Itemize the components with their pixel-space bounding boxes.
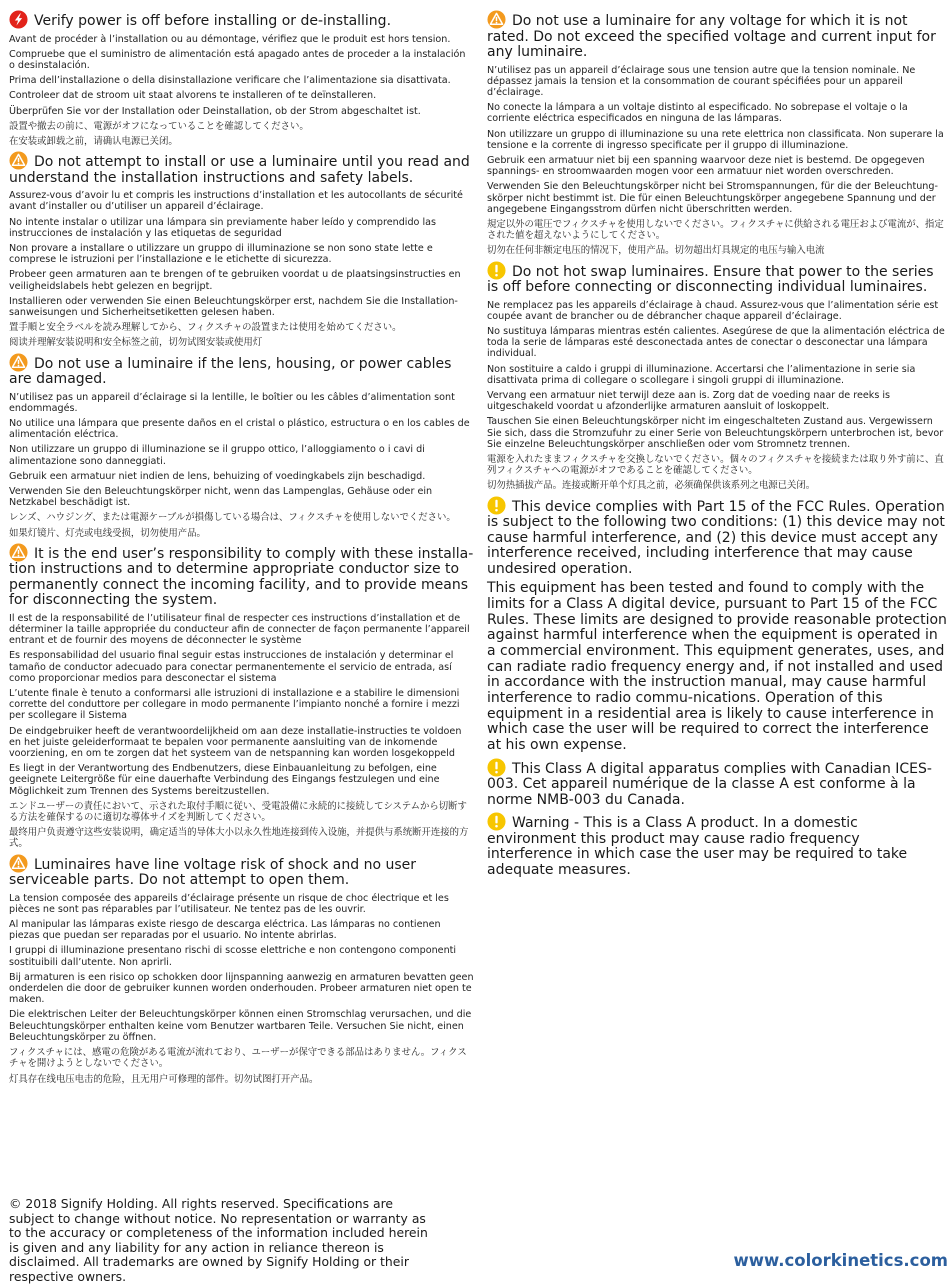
translation-paragraph: No conecte la lámpara a un voltaje distinto al especificado. No sobrepase el voltaje o la corriente eléctrica especificados en ninguna de las lámparas. bbox=[487, 102, 908, 125]
translation-paragraph: No sustituya lámparas mientras estén calientes. Asegúrese de que la alimentación eléctrica de toda la serie de lámparas esté desconectada antes de conectar o desconectar una lámpara individual. bbox=[487, 325, 945, 360]
notice-exclamation-icon bbox=[487, 496, 506, 515]
compliance-paragraph: This equipment has been tested and found to comply with the limits for a Class A digital device, pursuant to Part 15 of the FCC Rules. These limits are designed to provide reasonable protection against harmful interference when the equipment is operated in a commercial environment. This equipment generates, uses, and can radiate radio frequency energy and, if not installed and used in accordance with the instruction manual, may cause harmful interference to radio commu-nications. Operation of this equipment in a residential area is likely to cause interference in which case the user will be required to correct the interference at his own expense. bbox=[487, 580, 947, 754]
translation-paragraph: De eindgebruiker heeft de verantwoordelijkheid om aan deze installatie-instructies te voldoen en het juiste geleiderformaat te bepalen voor permanente aansluiting van de inkomende voorziening, en om te zorgen dat het systeem van de netspanning kan worden losgekoppeld bbox=[9, 725, 462, 760]
translation-paragraph: 阅读并理解安装说明和安全标签之前，切勿试图安装或使用灯 bbox=[9, 337, 263, 349]
heading-text: Warning - This is a Class A product. In a domestic environment this product may cause radio frequency interference in which case the user may be required to take adequate measures. bbox=[487, 815, 908, 878]
translation-paragraph: 規定以外の電圧でフィクスチャを使用しないでください。フィクスチャに供給される電圧および電流が、指定された値を超えないようにしてください。 bbox=[487, 218, 944, 242]
section-heading bbox=[487, 496, 947, 578]
translation-paragraph: Installieren oder verwenden Sie einen Beleuchtungskörper erst, nachdem Sie die Installation-sanweisungen und Sicherheitsetiketten gelesen haben. bbox=[9, 295, 458, 318]
translation-paragraph: Ne remplacez pas les appareils d’éclairage à chaud. Assurez-vous que l’alimentation série est coupée avant de brancher ou de débrancher chaque appareil d’éclairage. bbox=[487, 299, 939, 322]
translation-paragraph: 電源を入れたままフィクスチャを交換しないでください。個々のフィクスチャを接続または取り外す前に、直列フィクスチャへの電源がオフであることを確認してください。 bbox=[487, 453, 944, 477]
safety-section bbox=[487, 261, 947, 492]
power-danger-icon bbox=[9, 10, 28, 29]
website-link[interactable]: www.colorkinetics.com bbox=[733, 1251, 948, 1270]
translation-paragraph: Non sostituire a caldo i gruppi di illuminazione. Accertarsi che l’alimentazione in serie sia disattivata prima di collegare o scollegare i singoli gruppi di illuminazione. bbox=[487, 363, 916, 386]
section-heading bbox=[487, 812, 947, 878]
safety-section bbox=[487, 10, 947, 257]
translation-paragraph: 在安装或卸载之前，请确认电源已关闭。 bbox=[9, 135, 178, 147]
translation-paragraph: レンズ、ハウジング、または電源ケーブルが損傷している場合は、フィクスチャを使用しないでください。 bbox=[9, 512, 456, 524]
section-heading bbox=[9, 353, 474, 388]
translation-paragraph: Controleer dat de stroom uit staat alvorens te installeren of te deïnstalleren. bbox=[9, 90, 377, 102]
translation-paragraph: 置手順と安全ラベルを読み理解してから、フィクスチャの設置または使用を始めてください。 bbox=[9, 322, 402, 334]
safety-section bbox=[487, 496, 947, 754]
translation-paragraph: Assurez-vous d’avoir lu et compris les instructions d’installation et les autocollants de sécurité avant d’installer ou d’utiliser un appareil d’éclairage. bbox=[9, 190, 463, 213]
translation-paragraph: Compruebe que el suministro de alimentación está apagado antes de proceder a la instalación o desinstalación. bbox=[9, 48, 466, 71]
heading-text: This device complies with Part 15 of the FCC Rules. Operation is subject to the following two conditions: (1) this device may not cause harmful interference, and (2) this device must accept any interference received, including interference that may cause undesired operation. bbox=[487, 498, 945, 577]
translation-paragraph: エンドユーザーの責任において、示された取付手順に従い、受電設備に永続的に接続してシステムから切断する方法を確保するのに適切な導体サイズを判断してください。 bbox=[9, 800, 467, 824]
warning-triangle-icon bbox=[9, 854, 28, 873]
translation-paragraph: Tauschen Sie einen Beleuchtungskörper nicht im eingeschalteten Zustand aus. Vergewissern Sie sich, dass die Stromzufuhr zu einer Serie von Beleuchtungskörpern unterbrochen ist, bevor Sie einzelne Beleuchtungskörper anschließen oder vom Stromnetz trennen. bbox=[487, 416, 944, 450]
translation-paragraph: Es responsabilidad del usuario final seguir estas instrucciones de instalación y determinar el tamaño de conductor adecuado para conectar permanentemente el servicio de entrada, así como proporcionar medios para desconectar el sistema bbox=[9, 650, 454, 684]
translation-paragraph: Prima dell’installazione o della disinstallazione verificare che l’alimentazione sia disattivata. bbox=[9, 75, 451, 87]
warning-triangle-icon bbox=[487, 10, 506, 29]
notice-exclamation-icon bbox=[487, 812, 506, 831]
heading-text: Luminaires have line voltage risk of shock and no user serviceable parts. Do not attempt to open them. bbox=[9, 856, 417, 889]
section-heading bbox=[9, 151, 474, 186]
copyright-notice: © 2018 Signify Holding. All rights reserved. Specifications are subject to change without notice. No representation or warranty as to the accuracy or completeness of the information included herein is given and any liability for any action in reliance thereon is disclaimed. All trademarks are owned by Signify Holding or their respective owners. bbox=[9, 1196, 428, 1284]
safety-section bbox=[487, 758, 947, 809]
translation-paragraph: 如果灯镜片、灯壳或电线受损，切勿使用产品。 bbox=[9, 527, 206, 539]
notice-exclamation-icon bbox=[487, 758, 506, 777]
translation-paragraph: I gruppi di illuminazione presentano rischi di scosse elettriche e non contengono componenti sostituibili dall’utente. Non aprirli. bbox=[9, 945, 457, 968]
translation-paragraph: 設置や撤去の前に、電源がオフになっていることを確認してください。 bbox=[9, 120, 309, 132]
translation-paragraph: Bij armaturen is een risico op schokken door lijnspanning aanwezig en armaturen bevatten geen onderdelen die door de gebruiker kunnen worden onderhouden. Probeer armaturen niet open te maken. bbox=[9, 971, 474, 1006]
translation-paragraph: Il est de la responsabilité de l’utilisateur final de respecter ces instructions d’installation et de déterminer la taille appropriée du conducteur afin de connecter de façon permanente l’appareil entrant et de fournir des moyens de déconnecter le système bbox=[9, 612, 470, 647]
warning-triangle-icon bbox=[9, 353, 28, 372]
translation-paragraph: 切勿在任何非额定电压的情况下，使用产品。切勿超出灯具规定的电压与输入电流 bbox=[487, 245, 825, 257]
section-heading bbox=[487, 758, 947, 809]
section-heading bbox=[487, 261, 947, 296]
translation-paragraph: Überprüfen Sie vor der Installation oder Deinstallation, ob der Strom abgeschaltet ist. bbox=[9, 105, 421, 117]
notice-exclamation-icon bbox=[487, 261, 506, 280]
heading-text: Verify power is off before installing or de-installing. bbox=[34, 13, 392, 29]
section-heading bbox=[9, 543, 474, 609]
safety-section bbox=[9, 10, 474, 147]
heading-text: Do not use a luminaire for any voltage for which it is not rated. Do not exceed the specified voltage and current input for any luminaire. bbox=[487, 13, 936, 60]
warning-triangle-icon bbox=[9, 543, 28, 562]
translation-paragraph: Vervang een armatuur niet terwijl deze aan is. Zorg dat de voeding naar de reeks is uitgeschakeld voordat u afzonderlijke armaturen aansluit of loskoppelt. bbox=[487, 389, 891, 413]
section-heading bbox=[487, 10, 947, 61]
heading-text: It is the end user’s responsibility to comply with these installa-tion instructions and to determine appropriate conductor size to permanently connect the incoming facility, and to provide means for disconnecting the system. bbox=[9, 545, 474, 609]
translation-paragraph: Die elektrischen Leiter der Beleuchtungskörper können einen Stromschlag verursachen, und die Beleuchtungskörper enthalten keine vom Benutzer wartbaren Teile. Versuchen Sie nicht, einen Beleuchtungskörper zu öffnen. bbox=[9, 1009, 472, 1043]
translation-paragraph: Verwenden Sie den Beleuchtungskörper nicht bei Stromspannungen, für die der Beleuchtung-skörper nicht bestimmt ist. Die für einen Beleuchtungskörper angegebene Spannung und der angegebene Eingangsstrom dürfen nicht überschritten werden. bbox=[487, 181, 938, 215]
section-heading bbox=[9, 854, 474, 889]
translation-paragraph: Al manipular las lámparas existe riesgo de descarga eléctrica. Las lámparas no contienen piezas que puedan ser reparadas por el usuario. No intente abrirlas. bbox=[9, 919, 441, 942]
right-column bbox=[487, 10, 947, 882]
safety-section bbox=[9, 854, 474, 1085]
heading-text: Do not hot swap luminaires. Ensure that power to the series is off before connecting or disconnecting individual luminaires. bbox=[487, 263, 934, 296]
translation-paragraph: Non utilizzare un gruppo di illuminazione su una rete elettrica non classificata. Non superare la tensione e la corrente di ingresso specificate per il gruppo di illuminazione. bbox=[487, 128, 944, 151]
translation-paragraph: Non provare a installare o utilizzare un gruppo di illuminazione se non sono state lette e comprese le istruzioni per l’installazione e le etichette di sicurezza. bbox=[9, 242, 433, 266]
translation-paragraph: 最终用户负责遵守这些安装说明，确定适当的导体大小以永久性地连接到传入设施，并提供与系统断开连接的方式。 bbox=[9, 827, 469, 850]
safety-section bbox=[487, 812, 947, 878]
translation-paragraph: Verwenden Sie den Beleuchtungskörper nicht, wenn das Lampenglas, Gehäuse oder ein Netzkabel beschädigt ist. bbox=[9, 485, 433, 509]
heading-text: This Class A digital apparatus complies with Canadian ICES-003. Cet appareil numérique de la classe A est conforme à la norme NMB-003 du Canada. bbox=[487, 760, 932, 808]
warning-triangle-icon bbox=[9, 151, 28, 170]
section-heading bbox=[9, 10, 474, 30]
safety-section bbox=[9, 353, 474, 539]
translation-paragraph: N’utilisez pas un appareil d’éclairage si la lentille, le boîtier ou les câbles d’alimentation sont endommagés. bbox=[9, 391, 455, 414]
translation-paragraph: Es liegt in der Verantwortung des Endbenutzers, diese Einbauanleitung zu befolgen, eine geeignete Leitergröße für eine dauerhafte Verbindung des Eingangs festzulegen und eine Möglichkeit zum Trennen des Systems bereitzustellen. bbox=[9, 763, 440, 797]
translation-paragraph: Probeer geen armaturen aan te brengen of te gebruiken voordat u de plaatsingsinstructies en veiligheidslabels hebt gelezen en begrijpt. bbox=[9, 269, 461, 292]
translation-paragraph: No intente instalar o utilizar una lámpara sin previamente haber leído y comprendido las instrucciones de instalación y las etiquetas de seguridad bbox=[9, 216, 437, 239]
translation-paragraph: N’utilisez pas un appareil d’éclairage sous une tension autre que la tension nominale. Ne dépassez jamais la tension et la consommation de courant spécifiées pour un appareil d’éclairage. bbox=[487, 64, 916, 98]
translation-paragraph: No utilice una lámpara que presente daños en el cristal o plástico, estructura o en los cables de alimentación eléctrica. bbox=[9, 417, 470, 441]
translation-paragraph: 切勿热插拔产品。连接或断开单个灯具之前，必须确保供该系列之电源已关闭。 bbox=[487, 480, 816, 492]
safety-section bbox=[9, 543, 474, 850]
translation-paragraph: L’utente finale è tenuto a conformarsi alle istruzioni di installazione e a stabilire le dimensioni corrette del conduttore per collegare in modo permanente l’impianto nonché a fornire i mezzi per scollegare il Sistema bbox=[9, 688, 460, 722]
translation-paragraph: Avant de procéder à l’installation ou au démontage, vérifiez que le produit est hors tension. bbox=[9, 33, 451, 45]
heading-text: Do not use a luminaire if the lens, housing, or power cables are damaged. bbox=[9, 355, 452, 388]
translation-paragraph: フィクスチャには、感電の危険がある電流が流れており、ユーザーが保守できる部品はありません。フィクスチャを開けようとしないでください。 bbox=[9, 1047, 467, 1070]
translation-paragraph: Non utilizzare un gruppo di illuminazione se il gruppo ottico, l’alloggiamento o i cavi di alimentazione sono danneggiati. bbox=[9, 444, 425, 467]
translation-paragraph: Gebruik een armatuur niet bij een spanning waarvoor deze niet is bestemd. De opgegeven spannings- en stroomwaarden mogen voor een armatuur niet worden overschreden. bbox=[487, 154, 925, 178]
safety-section bbox=[9, 151, 474, 348]
translation-paragraph: Gebruik een armatuur niet indien de lens, behuizing of voedingkabels zijn beschadigd. bbox=[9, 470, 426, 482]
left-column bbox=[9, 10, 474, 1089]
translation-paragraph: La tension composée des appareils d’éclairage présente un risque de choc électrique et les pièces ne sont pas réparables par l’utilisateur. Ne tentez pas de les ouvrir. bbox=[9, 892, 449, 915]
heading-text: Do not attempt to install or use a luminaire until you read and understand the installation instructions and safety labels. bbox=[9, 154, 470, 186]
translation-paragraph: 灯具存在线电压电击的危险，且无用户可修理的部件。切勿试图打开产品。 bbox=[9, 1073, 319, 1085]
